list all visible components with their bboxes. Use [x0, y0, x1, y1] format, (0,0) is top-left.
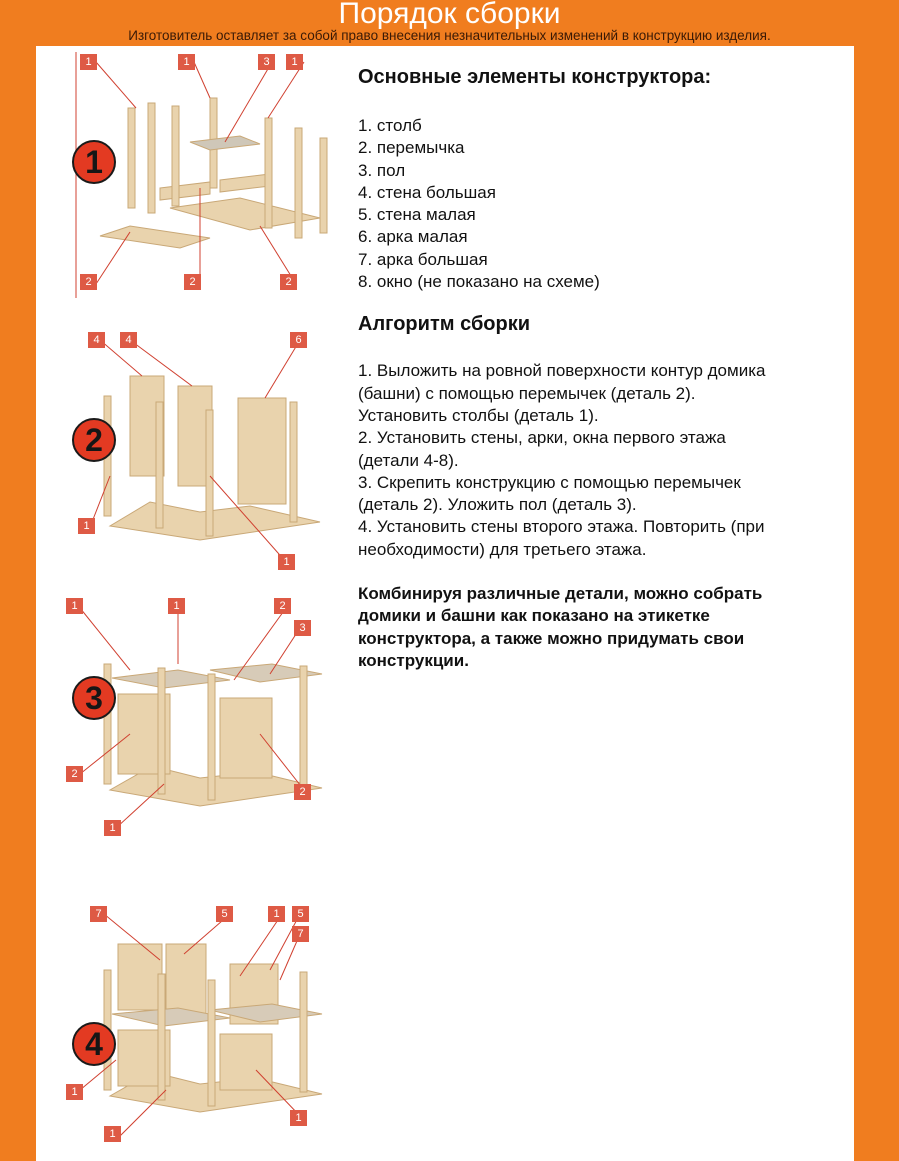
list-item: 5. стена малая: [358, 205, 476, 225]
algorithm-line: 3. Скрепить конструкцию с помощью перемычек: [358, 472, 741, 492]
callout-label: 7: [292, 926, 309, 942]
list-item: 8. окно (не показано на схеме): [358, 272, 600, 292]
list-item: 3. пол: [358, 160, 406, 180]
callout-label: 3: [294, 620, 311, 636]
algorithm-heading: Алгоритм сборки: [358, 313, 531, 336]
list-item: 6. арка малая: [358, 227, 468, 247]
callout-label: 1: [278, 554, 295, 570]
callout-label: 4: [88, 332, 105, 348]
algorithm-line: 2. Установить стены, арки, окна первого этажа: [358, 428, 726, 448]
content-panel: [36, 46, 854, 1161]
elements-heading: Основные элементы конструктора:: [358, 66, 712, 88]
algorithm-line: Установить столбы (деталь 1).: [358, 405, 599, 425]
step-1-illustration: [60, 48, 350, 298]
callout-label: 3: [258, 54, 275, 70]
callout-label: 2: [294, 784, 311, 800]
algorithm-line: (деталь 2). Уложить пол (деталь 3).: [358, 495, 637, 515]
step-number-badge: 4: [72, 1022, 116, 1066]
callout-label: 1: [104, 1126, 121, 1142]
callout-label: 1: [80, 54, 97, 70]
callout-label: 1: [104, 820, 121, 836]
note-line: Комбинируя различные детали, можно собрать: [358, 584, 763, 604]
callout-label: 1: [286, 54, 303, 70]
step-2-illustration: [60, 326, 350, 576]
page-title: Порядок сборки: [338, 0, 561, 30]
callout-label: 1: [78, 518, 95, 534]
step-number-badge: 3: [72, 676, 116, 720]
callout-label: 1: [168, 598, 185, 614]
algorithm-line: (детали 4-8).: [358, 450, 459, 470]
step-4-illustration: [60, 900, 350, 1150]
step-number-badge: 1: [72, 140, 116, 184]
callout-label: 1: [66, 598, 83, 614]
list-item: 1. столб: [358, 116, 422, 135]
callout-label: 1: [66, 1084, 83, 1100]
algorithm-line: необходимости) для третьего этажа.: [358, 539, 647, 559]
step-number-badge: 2: [72, 418, 116, 462]
callout-label: 1: [268, 906, 285, 922]
algorithm-steps: [358, 360, 838, 561]
list-item: 4. стена большая: [358, 182, 496, 202]
algorithm-line: 1. Выложить на ровной поверхности контур домика: [358, 361, 766, 381]
instructions-text: [358, 66, 838, 672]
note-line: конструкции.: [358, 650, 469, 670]
callout-label: 2: [184, 274, 201, 290]
step-3-illustration: [60, 594, 350, 844]
callout-label: 1: [178, 54, 195, 70]
callout-label: 7: [90, 906, 107, 922]
combination-note: [358, 583, 838, 672]
elements-list: [358, 115, 838, 293]
callout-label: 5: [216, 906, 233, 922]
callout-label: 1: [290, 1110, 307, 1126]
callout-label: 6: [290, 332, 307, 348]
algorithm-line: (башни) с помощью перемычек (деталь 2).: [358, 383, 696, 403]
list-item: 2. перемычка: [358, 138, 465, 158]
callout-label: 2: [280, 274, 297, 290]
callout-label: 2: [80, 274, 97, 290]
note-line: домики и башни как показано на этикетке: [358, 606, 710, 626]
manufacturer-notice: Изготовитель оставляет за собой право внесения незначительных изменений в конструкцию изделия.: [128, 28, 771, 43]
algorithm-line: 4. Установить стены второго этажа. Повторить (при: [358, 517, 765, 537]
callout-label: 4: [120, 332, 137, 348]
callout-label: 2: [274, 598, 291, 614]
note-line: конструктора, а также можно придумать свои: [358, 628, 745, 648]
callout-label: 5: [292, 906, 309, 922]
list-item: 7. арка большая: [358, 249, 488, 269]
callout-label: 2: [66, 766, 83, 782]
